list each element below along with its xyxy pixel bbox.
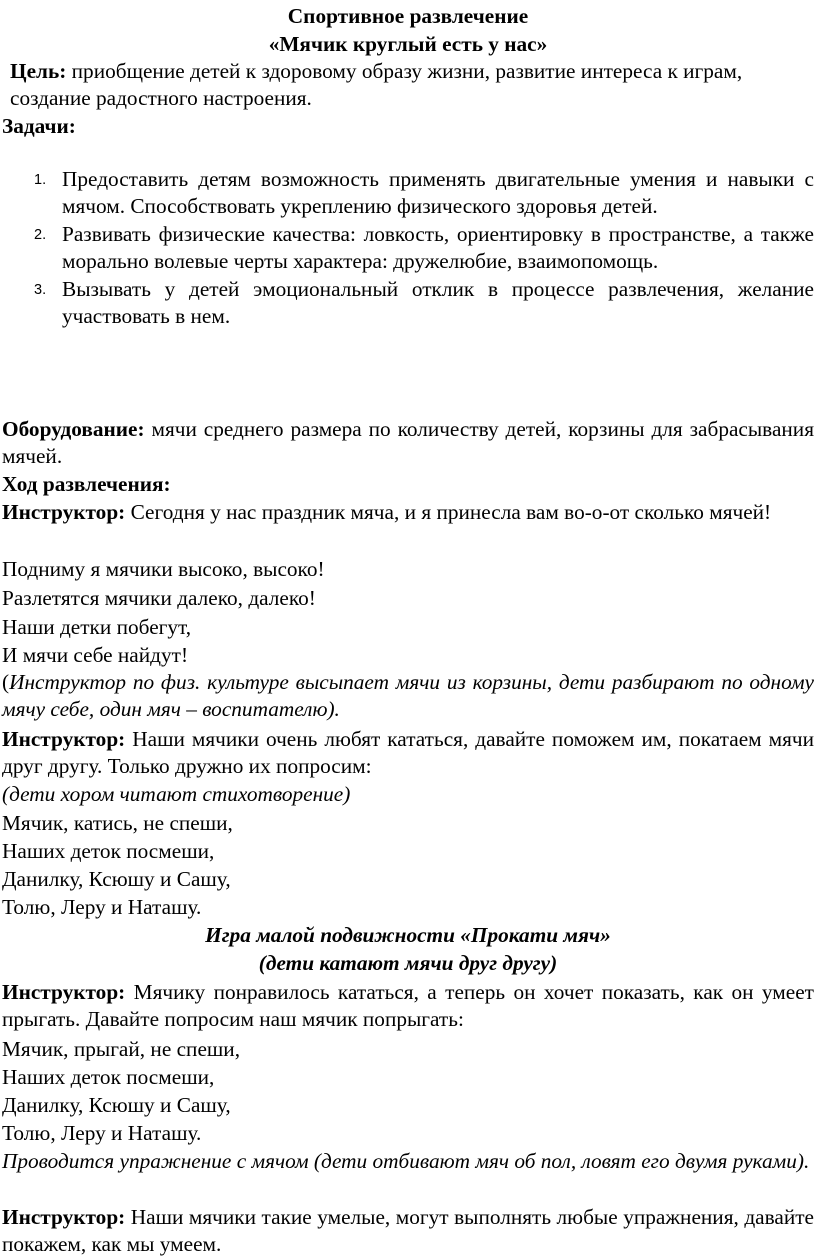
poem-line: Мячик, катись, не спеши, — [2, 811, 233, 835]
poem-line: И мячи себе найдут! — [2, 643, 189, 667]
poem-line: Данилку, Ксюшу и Сашу, — [2, 867, 231, 891]
poem-line: Наших деток посмеши, — [2, 1065, 215, 1089]
equipment-text: мячи среднего размера по количеству детей, корзины для забрасывания мячей. — [2, 417, 814, 469]
stage-direction-3: Проводится упражнение с мячом (дети отбивают мяч об пол, ловят его двумя руками). — [2, 1149, 810, 1173]
instructor-speech-2 — [2, 726, 814, 781]
course-heading: Ход развлечения: — [2, 472, 171, 496]
equipment-paragraph — [2, 416, 814, 471]
document-title-line-2: «Мячик круглый есть у нас» — [268, 32, 548, 56]
goal-paragraph — [10, 58, 814, 113]
task-text: Развивать физические качества: ловкость, ориентировку в пространстве, а также морально волевые черты характера: дружелюбие, взаимопомощь. — [62, 221, 814, 274]
poem-line: Наши детки побегут, — [2, 615, 192, 639]
document-title-line-1: Спортивное развлечение — [287, 4, 529, 28]
task-number: 1. — [34, 172, 47, 188]
poem-line: Данилку, Ксюшу и Сашу, — [2, 1093, 231, 1117]
goal-label: Цель: — [10, 59, 67, 83]
instructor-label: Инструктор: — [2, 980, 126, 1004]
speech-text: Мячику понравилось кататься, а теперь он хочет показать, как он умеет прыгать. Давайте попросим наш мячик попрыгать: — [2, 980, 814, 1032]
poem-line: Наших деток посмеши, — [2, 839, 215, 863]
stage-direction-2: (дети хором читают стихотворение) — [2, 782, 351, 806]
instructor-label: Инструктор: — [2, 1205, 126, 1229]
instructor-speech-1 — [2, 499, 814, 526]
instructor-speech-4 — [2, 1204, 814, 1259]
speech-text: Наши мячики очень любят кататься, давайте поможем им, покатаем мячи друг другу. Только дружно их попросим: — [2, 727, 814, 779]
poem-line: Толю, Леру и Наташу. — [2, 1121, 202, 1145]
poem-line: Подниму я мячики высоко, высоко! — [2, 557, 325, 581]
task-text: Предоставить детям возможность применять двигательные умения и навыки с мячом. Способствовать укреплению физического здоровья детей. — [62, 167, 814, 219]
poem-line: Мячик, прыгай, не спеши, — [2, 1037, 241, 1061]
task-number: 3. — [34, 281, 47, 298]
instructor-speech-3 — [2, 979, 814, 1034]
equipment-label: Оборудование: — [2, 417, 145, 441]
stage-direction-1 — [2, 669, 814, 724]
task-number: 2. — [34, 226, 47, 243]
instructor-label: Инструктор: — [2, 727, 126, 751]
tasks-list — [0, 166, 814, 330]
task-item-1 — [0, 166, 814, 221]
note-text: Инструктор по физ. культуре высыпает мячи из корзины, дети разбирают по одному мячу себе, один мяч – воспитателю). — [2, 670, 814, 722]
poem-line: Разлетятся мячики далеко, далеко! — [2, 586, 316, 610]
speech-text: Наши мячики такие умелые, могут выполнять любые упражнения, давайте покажем, как мы умеем. — [2, 1205, 814, 1257]
task-text: Вызывать у детей эмоциональный отклик в процессе развлечения, желание участвовать в нем. — [62, 276, 814, 329]
game-title: Игра малой подвижности «Прокати мяч» — [205, 923, 611, 947]
note-paren: ( — [2, 670, 10, 694]
instructor-label: Инструктор: — [2, 500, 126, 524]
poem-line: Толю, Леру и Наташу. — [2, 895, 202, 919]
goal-text: приобщение детей к здоровому образу жизни, развитие интереса к играм, создание радостного настроения. — [10, 59, 743, 111]
game-subtitle: (дети катают мячи друг другу) — [258, 951, 558, 975]
tasks-heading: Задачи: — [2, 114, 76, 138]
task-item-3 — [0, 276, 814, 331]
speech-text: Сегодня у нас праздник мяча, и я принесла вам во-о-от сколько мячей! — [125, 500, 772, 524]
task-item-2 — [0, 221, 814, 276]
